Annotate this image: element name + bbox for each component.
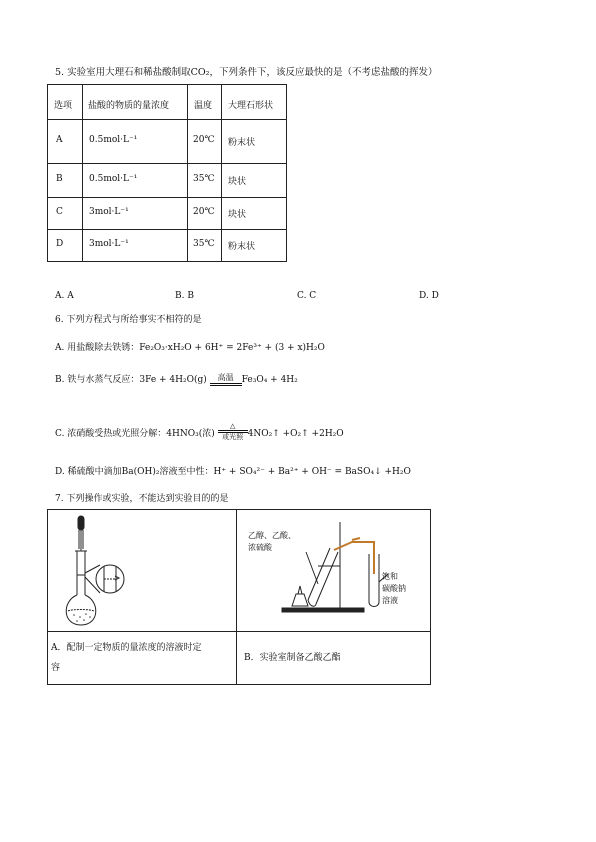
q6-option-a[interactable] bbox=[55, 340, 325, 353]
cell-b-caption: B．实验室制备乙酸乙酯 bbox=[244, 653, 341, 663]
condition-bottom: 或光照 bbox=[222, 433, 244, 441]
equals-sign bbox=[210, 383, 242, 386]
option-label: C. 浓硝酸受热或光照分解： bbox=[55, 429, 167, 439]
condition-top: △ bbox=[229, 422, 236, 430]
table-cell: 粉末状 bbox=[228, 242, 256, 252]
table-cell: 3mol·L⁻¹ bbox=[89, 207, 129, 217]
cell-a-caption bbox=[51, 638, 202, 678]
q6-stem: 6. 下列方程式与所给事实不相符的是 bbox=[55, 315, 202, 325]
q7-table bbox=[47, 509, 431, 685]
reaction-condition bbox=[210, 374, 242, 386]
table-cell: 20℃ bbox=[193, 207, 215, 217]
table-cell: 粉末状 bbox=[228, 138, 256, 148]
q5-choice-c[interactable]: C. C bbox=[297, 291, 317, 301]
table-cell: 35℃ bbox=[193, 174, 215, 184]
q5-stem: 5. 实验室用大理石和稀盐酸制取CO₂，下列条件下，该反应最快的是（不考虑盐酸的挥发） bbox=[55, 67, 438, 78]
equation-left: 3Fe + 4H₂O(g) bbox=[139, 375, 207, 385]
apparatus-label: 碳酸钠 bbox=[382, 584, 406, 593]
table-cell: D bbox=[56, 239, 64, 249]
option-label: B. 铁与水蒸气反应： bbox=[55, 375, 140, 385]
table-cell: 块状 bbox=[228, 210, 247, 220]
caption-line2: 容 bbox=[51, 663, 61, 673]
table-cell: C bbox=[56, 207, 63, 217]
apparatus-label: 溶液 bbox=[382, 596, 398, 605]
table-header-temperature: 温度 bbox=[194, 101, 213, 111]
table-cell: 35℃ bbox=[193, 239, 215, 249]
q5-choice-a[interactable]: A. A bbox=[55, 291, 74, 301]
table-cell: A bbox=[56, 135, 63, 145]
table-cell: 0.5mol·L⁻¹ bbox=[89, 174, 138, 184]
option-label: A. 用盐酸除去铁锈： bbox=[55, 343, 140, 353]
table-cell: 块状 bbox=[228, 177, 247, 187]
q5-choice-b[interactable]: B. B bbox=[175, 291, 194, 301]
condition-text: 高温 bbox=[217, 372, 234, 382]
q6-option-d[interactable] bbox=[55, 464, 411, 477]
q6-option-c[interactable] bbox=[55, 424, 344, 443]
volumetric-flask-diagram bbox=[58, 513, 138, 631]
table-cell: 20℃ bbox=[193, 135, 215, 145]
table-cell: B bbox=[56, 174, 63, 184]
q5-table bbox=[47, 84, 287, 262]
reaction-condition bbox=[218, 422, 248, 441]
equation: H⁺ + SO₄²⁻ + Ba²⁺ + OH⁻ = BaSO₄↓ +H₂O bbox=[213, 467, 411, 477]
table-cell: 3mol·L⁻¹ bbox=[89, 239, 129, 249]
q6-option-b[interactable] bbox=[55, 372, 298, 386]
caption-line1: A．配制一定物质的量浓度的溶液时定 bbox=[51, 643, 202, 653]
q7-stem: 7. 下列操作或实验，不能达到实验目的的是 bbox=[55, 494, 229, 504]
equation: Fe₂O₃·xH₂O + 6H⁺ = 2Fe³⁺ + (3 + x)H₂O bbox=[139, 343, 325, 353]
q5-choice-d[interactable]: D. D bbox=[419, 291, 439, 301]
table-header-concentration: 盐酸的物质的量浓度 bbox=[88, 101, 170, 111]
apparatus-label: 乙醇、乙酸、 bbox=[248, 531, 296, 540]
table-header-option: 选项 bbox=[54, 101, 73, 111]
apparatus-label: 饱和 bbox=[382, 572, 398, 581]
equation-right: Fe₃O₄ + 4H₂ bbox=[241, 375, 298, 385]
equation-right: 4NO₂↑ +O₂↑ +2H₂O bbox=[247, 429, 344, 439]
option-label: D. 稀硫酸中滴加Ba(OH)₂溶液至中性： bbox=[55, 467, 214, 477]
table-header-shape: 大理石形状 bbox=[228, 101, 274, 111]
equation-left: 4HNO₃(浓) bbox=[166, 429, 215, 439]
apparatus-label: 浓硫酸 bbox=[248, 543, 272, 552]
table-cell: 0.5mol·L⁻¹ bbox=[89, 135, 138, 145]
